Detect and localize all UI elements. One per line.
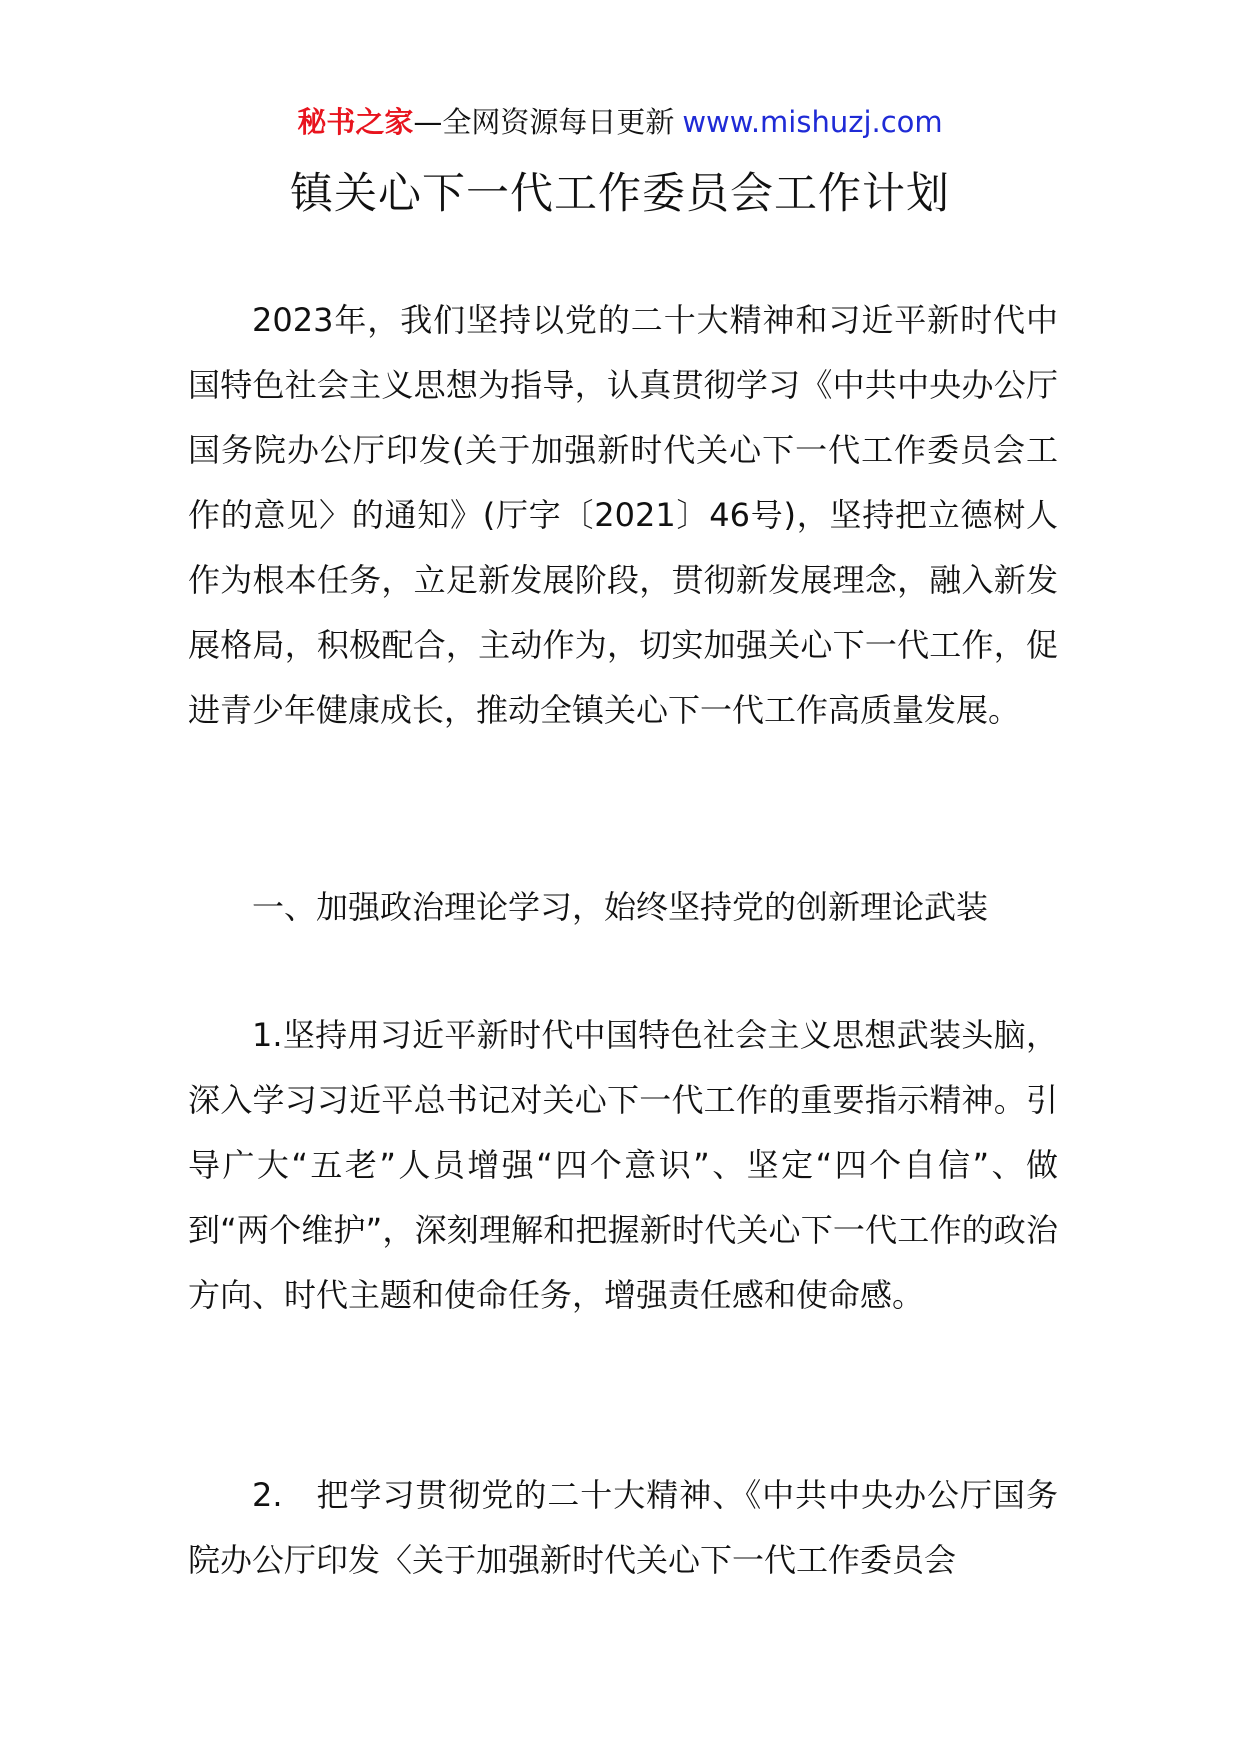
section-heading-1: 一、加强政治理论学习，始终坚持党的创新理论武装 [252, 888, 989, 926]
site-header [0, 102, 1240, 142]
intro-paragraph: 2023年，我们坚持以党的二十大精神和习近平新时代中国特色社会主义思想为指导，认真贯彻学习《中共中央办公厅国务院办公厅印发(关于加强新时代关心下一代工作委员会工作的意见〉的通知》(厅字〔2021〕46号)，坚持把立德树人作为根本任务，立足新发展阶段，贯彻新发展理念，融入新发展格局，积极配合，主动作为，切实加强关心下一代工作，促进青少年健康成长，推动全镇关心下一代工作高质量发展。 [188, 301, 1058, 729]
site-url-link[interactable]: www.mishuzj.com [682, 105, 943, 139]
brand-name: 秘书之家 [297, 105, 414, 139]
site-tagline: —全网资源每日更新 [413, 105, 675, 139]
document-title: 镇关心下一代工作委员会工作计划 [290, 169, 950, 219]
item-paragraph-1: 1.坚持用习近平新时代中国特色社会主义思想武装头脑，深入学习习近平总书记对关心下一代工作的重要指示精神。引导广大“五老”人员增强“四个意识”、坚定“四个自信”、做到“两个维护”，深刻理解和把握新时代关心下一代工作的政治方向、时代主题和使命任务，增强责任感和使命感。 [188, 1016, 1058, 1314]
item-paragraph-2: 2. 把学习贯彻党的二十大精神、《中共中央办公厅国务院办公厅印发〈关于加强新时代关心下一代工作委员会 [188, 1476, 1058, 1579]
